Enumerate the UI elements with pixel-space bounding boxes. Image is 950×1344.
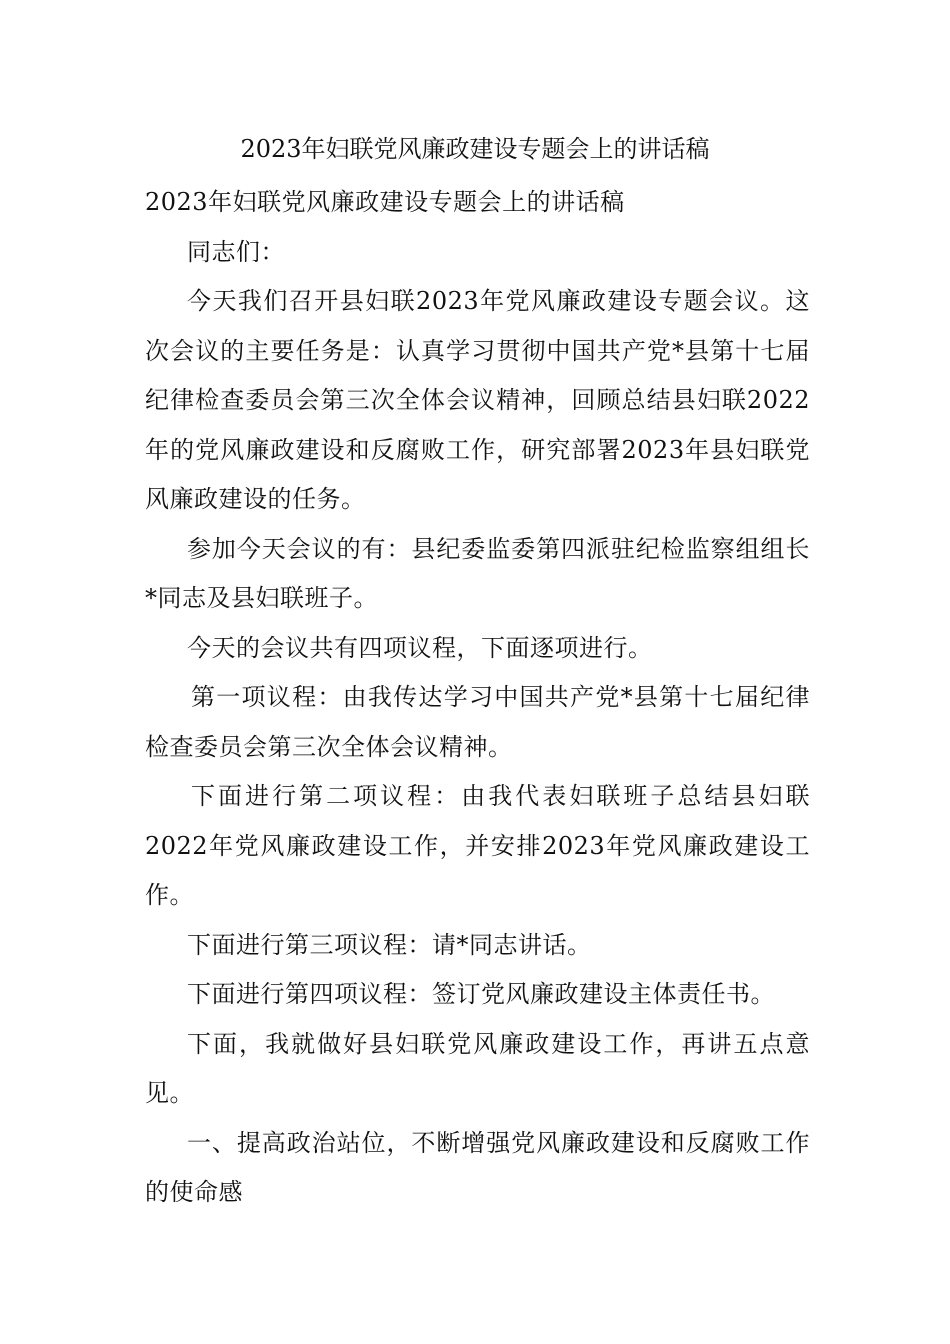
paragraph-meeting-purpose: 今天我们召开县妇联2023年党风廉政建设专题会议。这次会议的主要任务是：认真学习贯彻中国共产党*县第十七届纪律检查委员会第三次全体会议精神，回顾总结县妇联2022年的党风廉政建设和反腐败工作，研究部署2023年县妇联党风廉政建设的任务。 — [145, 287, 810, 513]
paragraph-agenda-intro: 今天的会议共有四项议程，下面逐项进行。 — [187, 633, 653, 662]
paragraph-attendees: 参加今天会议的有：县纪委监委第四派驻纪检监察组组长*同志及县妇联班子。 — [145, 534, 810, 612]
document-title: 2023年妇联党风廉政建设专题会上的讲话稿 — [240, 135, 710, 163]
paragraph-agenda-item-4: 下面进行第四项议程：签订党风廉政建设主体责任书。 — [187, 980, 775, 1008]
section-heading-1: 一、提高政治站位，不断增强党风廉政建设和反腐败工作的使命感 — [145, 1128, 810, 1206]
document-body — [145, 178, 810, 1218]
paragraph-five-points-intro: 下面，我就做好县妇联党风廉政建设工作，再讲五点意见。 — [145, 1029, 810, 1107]
paragraph-agenda-item-2: 下面进行第二项议程：由我代表妇联班子总结县妇联2022年党风廉政建设工作，并安排2023年党风廉政建设工作。 — [145, 782, 810, 909]
document-subtitle: 2023年妇联党风廉政建设专题会上的讲话稿 — [145, 188, 625, 216]
paragraph-agenda-item-3: 下面进行第三项议程：请*同志讲话。 — [187, 930, 592, 959]
paragraph-agenda-item-1: 第一项议程：由我传达学习中国共产党*县第十七届纪律检查委员会第三次全体会议精神。 — [145, 683, 810, 761]
paragraph-salutation: 同志们： — [187, 237, 285, 266]
